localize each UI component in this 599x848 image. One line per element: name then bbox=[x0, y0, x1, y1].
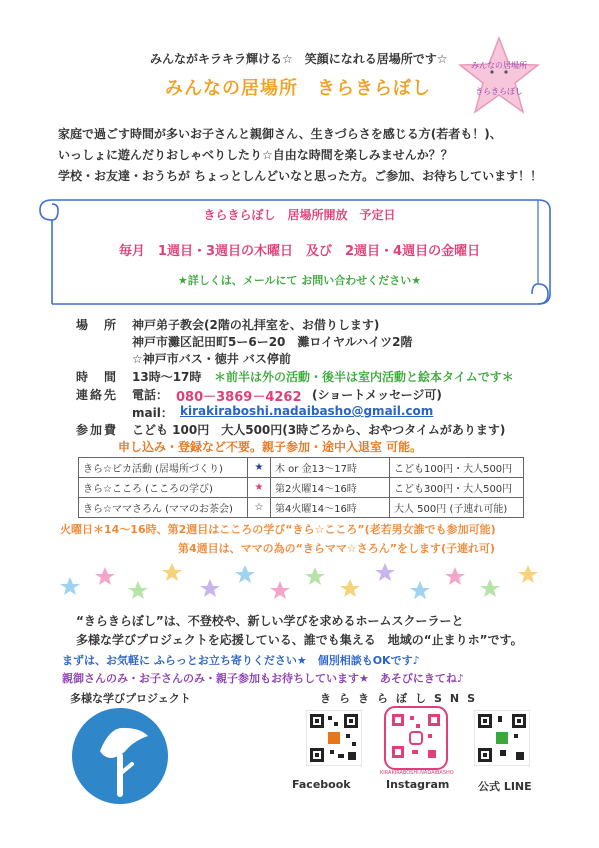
instagram-qr-icon[interactable] bbox=[384, 706, 448, 770]
instagram-label[interactable]: Instagram bbox=[386, 778, 450, 791]
time-label: 時 間 bbox=[76, 370, 119, 384]
table-row bbox=[79, 478, 524, 498]
activity-fee: こども300円・大人500円 bbox=[390, 478, 524, 498]
star-badge bbox=[456, 36, 542, 116]
star-icon bbox=[60, 563, 538, 599]
activity-name: きら☆ピカ活動 (居場所づくり) bbox=[79, 458, 248, 478]
activity-time: 第2火曜14～16時 bbox=[271, 478, 390, 498]
badge-text-1: みんなの居場所 bbox=[471, 61, 527, 70]
table-row bbox=[79, 458, 524, 478]
activity-fee: こども100円・大人500円 bbox=[390, 458, 524, 478]
line-label[interactable]: 公式 LINE bbox=[478, 780, 532, 793]
activity-mark: ★ bbox=[248, 478, 271, 498]
activity-time: 第4火曜14～16時 bbox=[271, 498, 390, 518]
star-icon bbox=[456, 36, 542, 116]
header-tagline: みんながキラキラ輝ける☆ 笑顔になれる居場所です☆ bbox=[150, 52, 448, 66]
line-qr-icon[interactable] bbox=[474, 710, 530, 766]
page-title: みんなの居場所 きらきらぼし bbox=[165, 78, 431, 99]
instagram-caption: KIRAKIRABOSHI.NADAIBASHO bbox=[380, 770, 454, 776]
activity-time: 木 or 金13～17時 bbox=[271, 458, 390, 478]
closing-line-2: 多様な学びプロジェクトを応援している、誰でも集える 地域の“止まりホ”です。 bbox=[76, 633, 523, 647]
intro-line: 家庭で過ごす時間が多いお子さんと親御さん、生きづらさを感じる方(若者も！)、 bbox=[58, 127, 502, 141]
closing-line-1: “きらきらぼし”は、不登校や、新しい学びを求めるホームスクーラーと bbox=[76, 614, 464, 628]
facebook-label[interactable]: Facebook bbox=[292, 778, 351, 791]
place-label: 場 所 bbox=[76, 318, 119, 332]
intro-line: いっしょに遊んだりおしゃべりしたり☆自由な時間を楽しみませんか？？ bbox=[58, 148, 453, 162]
place-line-2: 神戸市灘区記田町5ー6ー20 灘ロイヤルハイツ2階 bbox=[132, 335, 413, 349]
phone-number[interactable]: 080－3869－4262 bbox=[176, 390, 302, 405]
place-line-3: ☆神戸市バス・徳井 バス停前 bbox=[132, 352, 291, 366]
badge-text-2: きらきらぼし bbox=[475, 87, 523, 96]
table-row bbox=[79, 498, 524, 518]
activity-name: きら☆ママさろん (ママのお茶会) bbox=[79, 498, 248, 518]
project-logo-icon bbox=[70, 706, 170, 806]
mail-link[interactable]: kirakiraboshi.nadaibasho@gmail.com bbox=[180, 404, 434, 418]
stars-decoration bbox=[60, 555, 550, 605]
schedule-title: きらきらぼし 居場所開放 予定日 bbox=[203, 208, 396, 222]
phone-note: (ショートメッセージ可) bbox=[312, 388, 442, 402]
contact-label: 連絡先 bbox=[76, 388, 119, 402]
time-value: 13時～17時 bbox=[132, 370, 202, 384]
schedule-main: 毎月 1週目・3週目の木曜日 及び 2週目・4週目の金曜日 bbox=[118, 244, 481, 259]
phone-label: 電話： bbox=[132, 388, 169, 402]
tuesday-line-2: 第4週目は、ママの為の“きらママ☆さろん”をします(子連れ可) bbox=[178, 542, 496, 555]
intro-text bbox=[58, 124, 558, 187]
facebook-qr-icon[interactable] bbox=[306, 710, 362, 766]
fee-value: こども 100円 大人500円(3時ごろから、おやつタイムがあります) bbox=[132, 423, 506, 437]
closing-line-4: 親御さんのみ・お子さんのみ・親子参加もお待ちしています★ あそびにきてね♪ bbox=[62, 672, 464, 685]
sns-title: きらきらぼしSNS bbox=[320, 692, 484, 705]
activity-fee: 大人 500円 (子連れ可能) bbox=[390, 498, 524, 518]
intro-line: 学校・お友達・おうちが ちょっとしんどいなと思った方。ご参加、お待ちしています！！ bbox=[58, 169, 543, 183]
time-note: ＊前半は外の活動・後半は室内活動と絵本タイムです＊ bbox=[214, 370, 514, 384]
activities-table bbox=[78, 457, 524, 518]
fee-note: 申し込み・登録など不要。親子参加・途中入退室 可能。 bbox=[118, 440, 423, 454]
project-label: 多様な学びプロジェクト bbox=[70, 692, 191, 705]
activity-mark: ★ bbox=[248, 458, 271, 478]
fee-label: 参加費 bbox=[76, 423, 119, 437]
place-line-1: 神戸弟子教会(2階の礼拝室を、お借りします) bbox=[132, 318, 380, 332]
activity-mark: ☆ bbox=[248, 498, 271, 518]
schedule-note: ★詳しくは、メールにて お問い合わせください★ bbox=[177, 274, 422, 287]
activity-name: きら☆こころ (こころの学び) bbox=[79, 478, 248, 498]
mail-label: mail： bbox=[132, 406, 173, 420]
closing-line-3: まずは、お気軽に ふらっとお立ち寄りください★ 個別相談もOKです♪ bbox=[62, 654, 420, 667]
tuesday-line-1: 火曜日＊14～16時、第2週目はこころの学び“きら☆こころ”(老若男女誰でも参加可能) bbox=[60, 523, 496, 536]
